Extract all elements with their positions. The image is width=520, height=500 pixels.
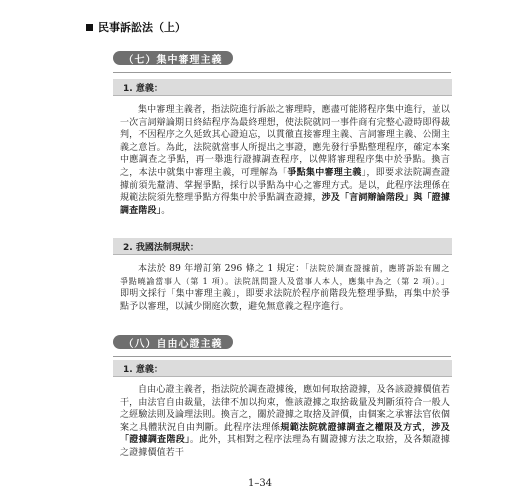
- text-run: 集中審理主義者，指法院進行訴訟之審理時，應盡可能將程序集中進行，並以一次言詞辯論期日終結程序為最終理想，使法院就同一事件商有完整心證時即得裁判，不因程序之久延致其心證迫忘，以貫徹直接審理主義、言詞審理主義、公開主義之意旨。為此，法院就當事人所提出之事證，應先發行爭點整理程序，確定本案中應調查之爭點，再一舉進行證據調查程序，以俾將審理程序集中於爭點。換言之，本法中就集中審理主義，可理解為「: [120, 105, 450, 178]
- running-title: 民事訴訟法（上）: [98, 21, 186, 34]
- text-run: 本法於 89 年增訂第 296 條之 1 規定：「: [138, 264, 310, 274]
- subsection-heading: 2. 我國法制現狀：: [113, 238, 452, 255]
- emphasized-text: 涉及「言詞辯論階段」與「證據調查階段」: [120, 193, 450, 216]
- text-run: 」即明文採行「集中審理主義」，即要求法院於程序前階段先整理爭點，再集中於爭點予以審理，以減少開庭次數，避免無意義之程序進行。: [120, 276, 450, 312]
- subsection-heading: 1. 意義：: [113, 79, 452, 96]
- section-divider: [113, 356, 451, 357]
- body-paragraph: [120, 104, 450, 217]
- running-head: [86, 19, 186, 35]
- section-heading: （七）集中審理主義: [113, 51, 233, 65]
- emphasized-text: 爭點集中審理主義: [287, 167, 362, 178]
- emphasized-text: 涉及「證據調查階段」: [120, 422, 450, 446]
- text-run: 法院於調查證據前，應將訴訟有關之爭點曉諭當事人（第 1 項）。法院訊問證人及當事人本人，應集中為之（第 2 項）。: [120, 264, 450, 286]
- text-run: 。: [161, 205, 171, 216]
- page-number: 1–34: [247, 478, 273, 489]
- square-bullet-icon: [86, 24, 93, 31]
- text-run: 」，即要求法院調查證據前須先釐清、掌握爭點，採行以爭點為中心之審理方式。是以，此程序法理係在規範法院須先整理爭點方得集中於爭點調查證據，: [120, 167, 450, 204]
- subsection-heading: 1. 意義：: [113, 360, 452, 377]
- section-heading: （八）自由心證主義: [113, 335, 233, 349]
- body-paragraph: [120, 384, 450, 460]
- emphasized-text: 規範法院就證據調查之權限及方式: [280, 422, 422, 433]
- body-paragraph: [120, 263, 450, 313]
- text-run: 。此外，其相對之程序法理為有關證據方法之取捨，及各類證據之證據價值若干: [120, 435, 451, 458]
- text-run: ，: [421, 422, 432, 433]
- section-divider: [113, 72, 451, 73]
- text-run: 自由心證主義者，指法院於調查證據後，應如何取捨證據，及各該證據價值若干，由法官自由裁量，法律不加以拘束，惟該證據之取捨裁量及判斷須符合一般人之經驗法則及論理法則。換言之，關於證據之取捨及評價，由個案之承審法官依個案之具體狀況自由判斷。此程序法理係: [120, 385, 450, 433]
